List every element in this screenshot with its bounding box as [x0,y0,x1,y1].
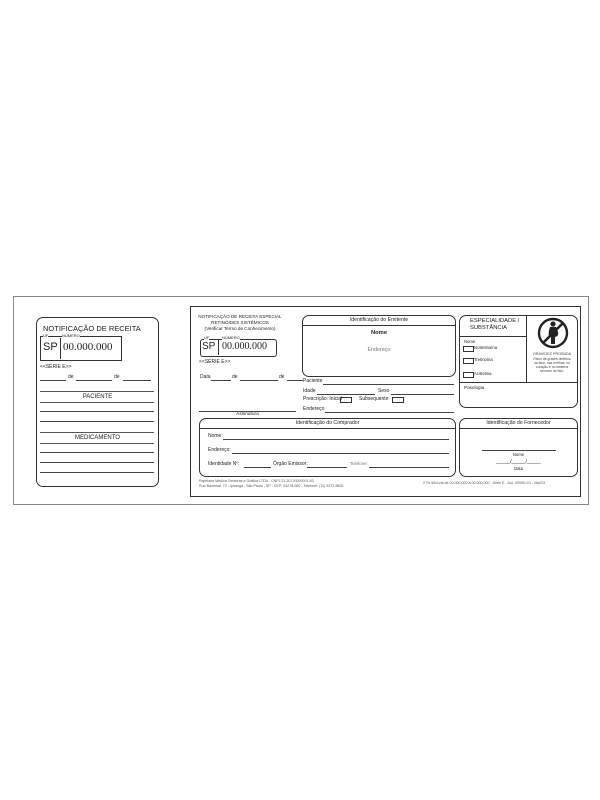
assinatura-label: Assinatura [236,412,259,417]
fornecedor-header-sep [460,428,577,429]
header-line-2: RETINÓIDES SISTÊMICOS [211,320,269,325]
prescription-sheet [13,296,589,505]
especialidade-header-sep [460,336,526,337]
stub-medicamento-line-3 [40,472,154,473]
main-form [190,306,581,497]
main-data-label: Data [200,374,211,380]
main-data-line-2 [240,380,278,381]
acitretina-checkbox[interactable] [463,372,474,378]
stub-medicamento-header: MEDICAMENTO [75,435,120,441]
warning-text-3: coração e no sistema [535,365,569,369]
stub-date-line-2 [76,380,112,381]
fornecedor-nome-label: Nome [512,452,525,457]
telefone-label: Telefone: [350,461,368,466]
fornecedor-box [459,418,578,477]
stub-medicamento-line-2 [40,462,154,463]
header-line-3: (Verificar Termo de Conhecimento) [204,326,276,331]
main-numero-label: NÚMERO [222,335,240,340]
main-data-line-1 [211,380,231,381]
acitretina-label: Acitretina [474,371,492,376]
comprador-nome-line [223,439,449,440]
comprador-header: Identificação do Comprador [295,420,360,426]
stub-medicamento-line-1 [40,452,154,453]
especialidade-header-1: ESPECIALIDADE / [470,318,520,324]
stub-numero-label: NÚMERO [62,333,80,338]
orgao-label: Órgão Emissor: [273,461,308,467]
prescricao-label: Prescrição: Inicial [303,396,343,402]
stub-paciente-header: PACIENTE [82,394,113,400]
subsequente-checkbox[interactable] [392,397,404,403]
stub-de-2: de [114,374,120,380]
tretinoina-checkbox[interactable] [463,358,474,364]
stub-paciente-top [40,391,154,392]
comprador-endereco-label: Endereço: [208,447,231,453]
stub-date-line-1 [40,380,66,381]
main-de-1: de [232,374,238,380]
stub-serie: <<SÉRIE E>> [40,364,72,370]
posologia-sep [460,382,577,383]
isotretinoina-checkbox[interactable] [463,346,474,352]
warning-text-1: Risco de graves defeitos [533,357,571,361]
fornecedor-data-slashes: _____/_____/_____ [496,459,541,465]
footer-address: Rua Bambiral, 72 - Ipiranga - São Paulo - SP - CEP: 04278-060 - Telefone: (11) 3473-5825 [199,484,344,488]
main-uf-divider [218,340,219,355]
main-serie: <<SÉRIE E>> [199,359,231,365]
stub-paciente-line-2 [40,421,154,422]
stub-de-1: de [68,374,74,380]
footer-company: Papelaria Médica Cerebrás e Gráfica LTDA - CNPJ 21.207.815/0001-83 [199,479,314,483]
emitente-header: Identificação do Emitente [349,317,409,323]
paciente-line [323,384,454,385]
stub-uf-label: UF [43,333,49,338]
emitente-nome: Nome [370,330,388,336]
especialidade-nome-label: Nome [464,339,476,344]
tretinoina-label: Tretinoína [474,357,493,362]
idade-line [317,394,375,395]
main-numero-value: 00.000.000 [222,341,267,352]
paciente-endereco-label: Endereço [303,406,325,412]
inicial-checkbox[interactable] [340,397,352,403]
identidade-line [244,467,271,468]
isotretinoina-label: Isotretinoína [474,345,498,350]
main-uf-label: UF [204,335,210,340]
comprador-nome-label: Nome: [208,433,223,439]
paciente-endereco-line [325,412,454,413]
main-uf-value: SP [202,341,216,352]
header-line-1: NOTIFICAÇÃO DE RECEITA ESPECIAL [198,314,282,319]
comprador-header-sep [200,428,455,429]
subsequente-label: Subsequente [359,396,389,402]
warning-title: GRAVIDEZ PROIBIDA [532,352,572,356]
stub-paciente-line-1 [40,411,154,412]
fornecedor-nome-line [482,450,556,451]
orgao-line [307,467,347,468]
telefone-line [369,467,449,468]
emitente-box [302,315,456,377]
stub-date-line-3 [123,380,151,381]
especialidade-box [459,315,578,408]
paciente-label: Paciente [303,378,323,384]
especialidade-header-2: SUBSTÂNCIA [470,325,508,331]
warning-text-4: nervoso do feto. [539,369,565,373]
pregnancy-prohibited-icon [537,317,569,349]
stub-numero-value: 00.000.000 [63,341,113,353]
emitente-header-sep [303,325,455,326]
emitente-endereco: Endereço [367,347,391,353]
stub-card [36,317,159,487]
warning-text-2: na face, nas orelhas, no [533,361,571,365]
comprador-endereco-line [232,453,449,454]
stub-medicamento-bottom [40,443,154,444]
stub-uf-divider [60,338,61,359]
footer-series-info: 2 Tb 50x1via de 00.000.000 à 00.000.000 - Série E - Aut. 00000-1/1 - Mai/23 [423,481,546,485]
stub-uf-value: SP [43,341,58,353]
fornecedor-header: Identificação do Fornecedor [486,420,551,426]
sexo-label: Sexo [378,388,390,394]
fornecedor-data-label: Data [514,466,523,471]
main-de-2: de [279,374,285,380]
posologia-label: Posologia [464,385,485,390]
stub-medicamento-top [40,432,154,433]
main-data-line-3 [287,380,303,381]
stub-title: NOTIFICAÇÃO DE RECEITA [43,324,141,333]
idade-label: Idade [303,388,316,394]
sexo-line [391,394,454,395]
comprador-box [199,418,456,477]
identidade-label: Identidade Nº: [208,461,240,467]
stub-paciente-bottom [40,402,154,403]
